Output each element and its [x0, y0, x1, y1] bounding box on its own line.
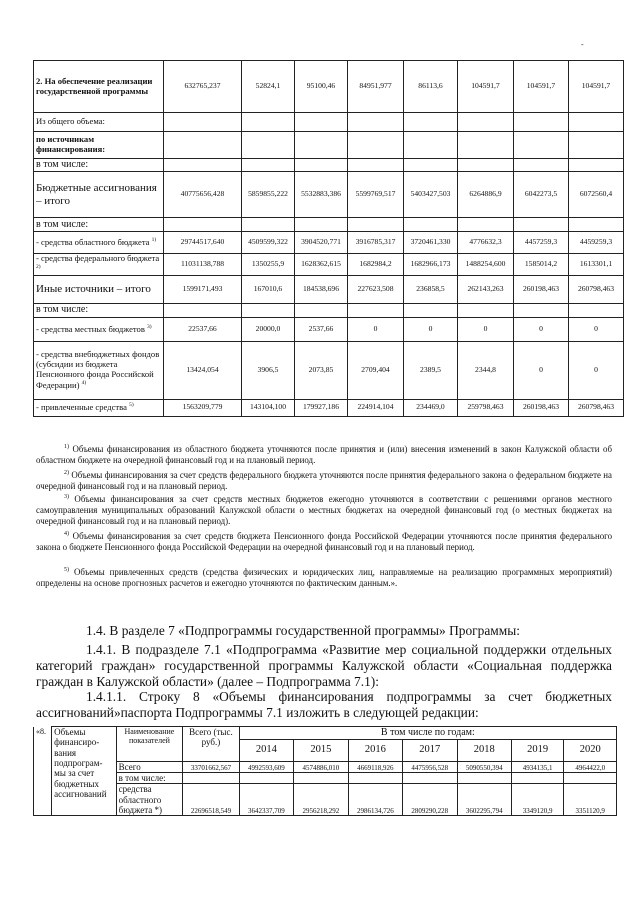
fin-cell: [514, 159, 569, 172]
paragraph-1-4-1-1: 1.4.1.1. Строку 8 «Объемы финансирования подпрограммы за счет бюджетных ассигнований»паспорта Подпрограммы 7.1 изложить в следующей редакции:: [36, 689, 612, 721]
row_obl-year-value: 3602295,794: [457, 784, 511, 816]
fin-cell: 0: [569, 317, 624, 341]
row_obl-year-value: 2986134,726: [348, 784, 402, 816]
fin-row: [34, 341, 624, 399]
fin-cell: 260198,463: [514, 399, 569, 416]
fin-cell: [348, 303, 404, 317]
fin-cell: 40775656,428: [164, 172, 242, 218]
fin-cell: [348, 159, 404, 172]
years-header: В том числе по годам:: [239, 727, 616, 740]
fin-cell: [348, 113, 404, 132]
fin-row-label: 2. На обеспечение реализации государственной программы: [34, 61, 164, 113]
fin-row: [34, 172, 624, 218]
fin-cell: 260198,463: [514, 275, 569, 303]
fin-row: [34, 275, 624, 303]
fin-cell: 1585014,2: [514, 254, 569, 276]
fin-cell: [569, 159, 624, 172]
fin-cell: 2344,8: [458, 341, 514, 399]
row_total-year-value: 5090550,394: [457, 761, 511, 772]
financing-table: [33, 60, 624, 417]
fin-cell: [404, 132, 458, 159]
fin-row-label: в том числе:: [34, 303, 164, 317]
fin-row: [34, 303, 624, 317]
row_obl-year-value: 3351120,9: [564, 784, 617, 816]
row_total-year-value: 4669118,926: [348, 761, 402, 772]
fin-row: [34, 159, 624, 172]
fin-row: [34, 232, 624, 254]
fin-cell: 104591,7: [458, 61, 514, 113]
fin-cell: [348, 132, 404, 159]
fin-cell: 1628362,615: [295, 254, 348, 276]
year-header: 2016: [348, 739, 402, 761]
fin-cell: 11031138,788: [164, 254, 242, 276]
fin-cell: 3906,5: [242, 341, 295, 399]
row_total-year-value: 4992593,609: [239, 761, 293, 772]
row_total-year-value: 4964422,0: [564, 761, 617, 772]
fin-cell: 13424,054: [164, 341, 242, 399]
fin-cell: [295, 159, 348, 172]
footnote-5: $^{5)}$ Объемы привлеченных средств (средства физических и юридических лиц, направляемые на реализацию программных мероприятий) определены на основе прогнозных расчетов и ежегодно уточняются по фактическим данным.».: [36, 567, 612, 588]
row_total-year-value: 4574886,010: [294, 761, 348, 772]
fin-cell: 1682984,2: [348, 254, 404, 276]
row_total-label: Всего: [116, 761, 183, 772]
fin-cell: 3904520,771: [295, 232, 348, 254]
fin-cell: 29744517,640: [164, 232, 242, 254]
fin-cell: 632765,237: [164, 61, 242, 113]
year-header: 2019: [511, 739, 563, 761]
row_obl-year-value: 3642337,709: [239, 784, 293, 816]
row_obl-total: 22696518,549: [183, 784, 239, 816]
row_total-year-value: 4934135,1: [511, 761, 563, 772]
fin-row: [34, 218, 624, 232]
col-name-header: Наименование показателей: [116, 727, 183, 762]
year-header: 2020: [564, 739, 617, 761]
fin-cell: [164, 218, 242, 232]
fin-cell: [295, 218, 348, 232]
fin-cell: 5403427,503: [404, 172, 458, 218]
fin-row-label: - средства местных бюджетов $^{3)}$: [34, 317, 164, 341]
fin-cell: [458, 113, 514, 132]
fin-cell: [164, 113, 242, 132]
fin-cell: 84951,977: [348, 61, 404, 113]
fin-cell: 1613301,1: [569, 254, 624, 276]
fin-cell: 227623,508: [348, 275, 404, 303]
fin-cell: 52824,1: [242, 61, 295, 113]
fin-cell: 236858,5: [404, 275, 458, 303]
fin-cell: 6264886,9: [458, 172, 514, 218]
fin-cell: [514, 113, 569, 132]
fin-cell: 3720461,330: [404, 232, 458, 254]
fin-cell: 5859855,222: [242, 172, 295, 218]
fin-row-label: - средства областного бюджета $^{1)}$: [34, 232, 164, 254]
fin-cell: 86113,6: [404, 61, 458, 113]
fin-row: [34, 61, 624, 113]
fin-cell: [164, 303, 242, 317]
fin-row-label: - привлеченные средства $^{5)}$: [34, 399, 164, 416]
fin-row: [34, 317, 624, 341]
fin-cell: 4459259,3: [569, 232, 624, 254]
footnote-3: $^{3)}$ Объемы финансирования за счет средств местных бюджетов ежегодно уточняются в соответствии с решениями органов местного самоуправления муниципальных образований Калужской области о местных бюджетах на очередной финансовый год (о местных бюджетах на очередной финансовый год и на плановый период).: [36, 494, 612, 526]
corner-mark: -: [581, 40, 584, 49]
fin-cell: [242, 218, 295, 232]
subprogram-table: [33, 726, 617, 816]
fin-cell: [295, 303, 348, 317]
fin-row: [34, 113, 624, 132]
fin-cell: 260798,463: [569, 275, 624, 303]
fin-cell: [458, 132, 514, 159]
fin-cell: [458, 218, 514, 232]
fin-cell: 224914,104: [348, 399, 404, 416]
fin-cell: [348, 218, 404, 232]
fin-row-label: Бюджетные ассигнования – итого: [34, 172, 164, 218]
fin-cell: 22537,66: [164, 317, 242, 341]
fin-cell: [569, 132, 624, 159]
fin-cell: 2709,404: [348, 341, 404, 399]
fin-cell: [242, 159, 295, 172]
year-header: 2017: [403, 739, 457, 761]
fin-row-label: в том числе:: [34, 159, 164, 172]
row_obl-year-value: 2809290,228: [403, 784, 457, 816]
fin-cell: 143104,100: [242, 399, 295, 416]
fin-cell: [242, 132, 295, 159]
footnote-4: $^{4)}$ Объемы финансирования за счет средств бюджета Пенсионного фонда Российской Федерации уточняются после принятия федерального закона о бюджете Пенсионного фонда Российской Федерации на очередной финансовый год и на плановый период.: [36, 531, 613, 552]
fin-cell: 6042273,5: [514, 172, 569, 218]
fin-cell: [242, 303, 295, 317]
fin-row: [34, 399, 624, 416]
fin-cell: [404, 113, 458, 132]
fin-row-label: по источникам финансирования:: [34, 132, 164, 159]
fin-cell: 262143,263: [458, 275, 514, 303]
row_total-total: 33701662,567: [183, 761, 239, 772]
fin-cell: 0: [514, 317, 569, 341]
fin-cell: 4509599,322: [242, 232, 295, 254]
fin-cell: 104591,7: [569, 61, 624, 113]
row_total-year-value: 4475956,528: [403, 761, 457, 772]
paragraph-1-4: 1.4. В разделе 7 «Подпрограммы государственной программы» Программы:: [86, 623, 520, 638]
fin-cell: 2389,5: [404, 341, 458, 399]
fin-row-label: в том числе:: [34, 218, 164, 232]
fin-cell: 167010,6: [242, 275, 295, 303]
fin-cell: [569, 303, 624, 317]
fin-cell: 3916785,317: [348, 232, 404, 254]
fin-cell: 1682966,173: [404, 254, 458, 276]
fin-cell: [295, 113, 348, 132]
fin-cell: [514, 303, 569, 317]
fin-cell: [164, 159, 242, 172]
fin-cell: [569, 218, 624, 232]
fin-cell: [295, 132, 348, 159]
fin-cell: 5599769,517: [348, 172, 404, 218]
subprogram-row-title: Объемы финансиро-вания подпрограм-мы за счет бюджетных ассигнований: [52, 727, 117, 816]
fin-cell: [242, 113, 295, 132]
year-header: 2014: [239, 739, 293, 761]
year-header: 2018: [457, 739, 511, 761]
fin-cell: 0: [348, 317, 404, 341]
fin-cell: 6072560,4: [569, 172, 624, 218]
fin-cell: 1599171,493: [164, 275, 242, 303]
fin-cell: 234469,0: [404, 399, 458, 416]
paragraph-1-4-1: 1.4.1. В подразделе 7.1 «Подпрограмма «Развитие мер социальной поддержки отдельных категорий граждан» государственной программы Калужской области «Социальная поддержка граждан в Калужской области» (далее – Подпрограмма 7.1):: [36, 642, 612, 690]
row-number: «8.: [34, 727, 52, 816]
fin-cell: 104591,7: [514, 61, 569, 113]
fin-cell: [404, 218, 458, 232]
fin-cell: [164, 132, 242, 159]
fin-row-label: Из общего объема:: [34, 113, 164, 132]
fin-cell: [458, 159, 514, 172]
fin-cell: 1488254,600: [458, 254, 514, 276]
fin-cell: 179927,186: [295, 399, 348, 416]
row_obl-year-value: 3349120,9: [511, 784, 563, 816]
fin-cell: 4776632,3: [458, 232, 514, 254]
fin-row: [34, 254, 624, 276]
fin-cell: 260798,463: [569, 399, 624, 416]
fin-row-label: - средства федерального бюджета $^{2)}$: [34, 254, 164, 276]
fin-cell: [404, 159, 458, 172]
fin-cell: 184538,696: [295, 275, 348, 303]
fin-cell: 0: [514, 341, 569, 399]
fin-cell: 1563209,779: [164, 399, 242, 416]
col-total-header: Всего (тыс. руб.): [183, 727, 239, 762]
footnote-1: $^{1)}$ Объемы финансирования из областного бюджета уточняются после принятия и (или) внесения изменений в закон Калужской области об областном бюджете на очередной финансовый год и на плановый период.: [36, 444, 612, 465]
year-header: 2015: [294, 739, 348, 761]
fin-cell: [569, 113, 624, 132]
footnote-2: $^{2)}$ Объемы финансирования за счет средств федерального бюджета уточняются после принятия федерального закона о федеральном бюджете на очередной финансовый год и на плановый период.: [36, 470, 612, 491]
fin-row: [34, 132, 624, 159]
fin-row-label: - средства внебюджетных фондов (субсидии из бюджета Пенсионного фонда Российской Федерации) $^{4)}$: [34, 341, 164, 399]
fin-cell: 95100,46: [295, 61, 348, 113]
fin-cell: 2073,85: [295, 341, 348, 399]
fin-cell: 1350255,9: [242, 254, 295, 276]
fin-cell: 4457259,3: [514, 232, 569, 254]
fin-row-label: Иные источники – итого: [34, 275, 164, 303]
row_obl-year-value: 2956218,292: [294, 784, 348, 816]
fin-cell: 0: [404, 317, 458, 341]
fin-cell: 20000,0: [242, 317, 295, 341]
row_obl-label: средства областного бюджета *): [116, 784, 183, 816]
fin-cell: [514, 218, 569, 232]
fin-cell: 0: [458, 317, 514, 341]
fin-cell: 5532883,386: [295, 172, 348, 218]
fin-cell: [458, 303, 514, 317]
fin-cell: 2537,66: [295, 317, 348, 341]
fin-cell: 259798,463: [458, 399, 514, 416]
fin-cell: [514, 132, 569, 159]
fin-cell: 0: [569, 341, 624, 399]
row-incl-label: в том числе:: [116, 772, 183, 783]
fin-cell: [404, 303, 458, 317]
